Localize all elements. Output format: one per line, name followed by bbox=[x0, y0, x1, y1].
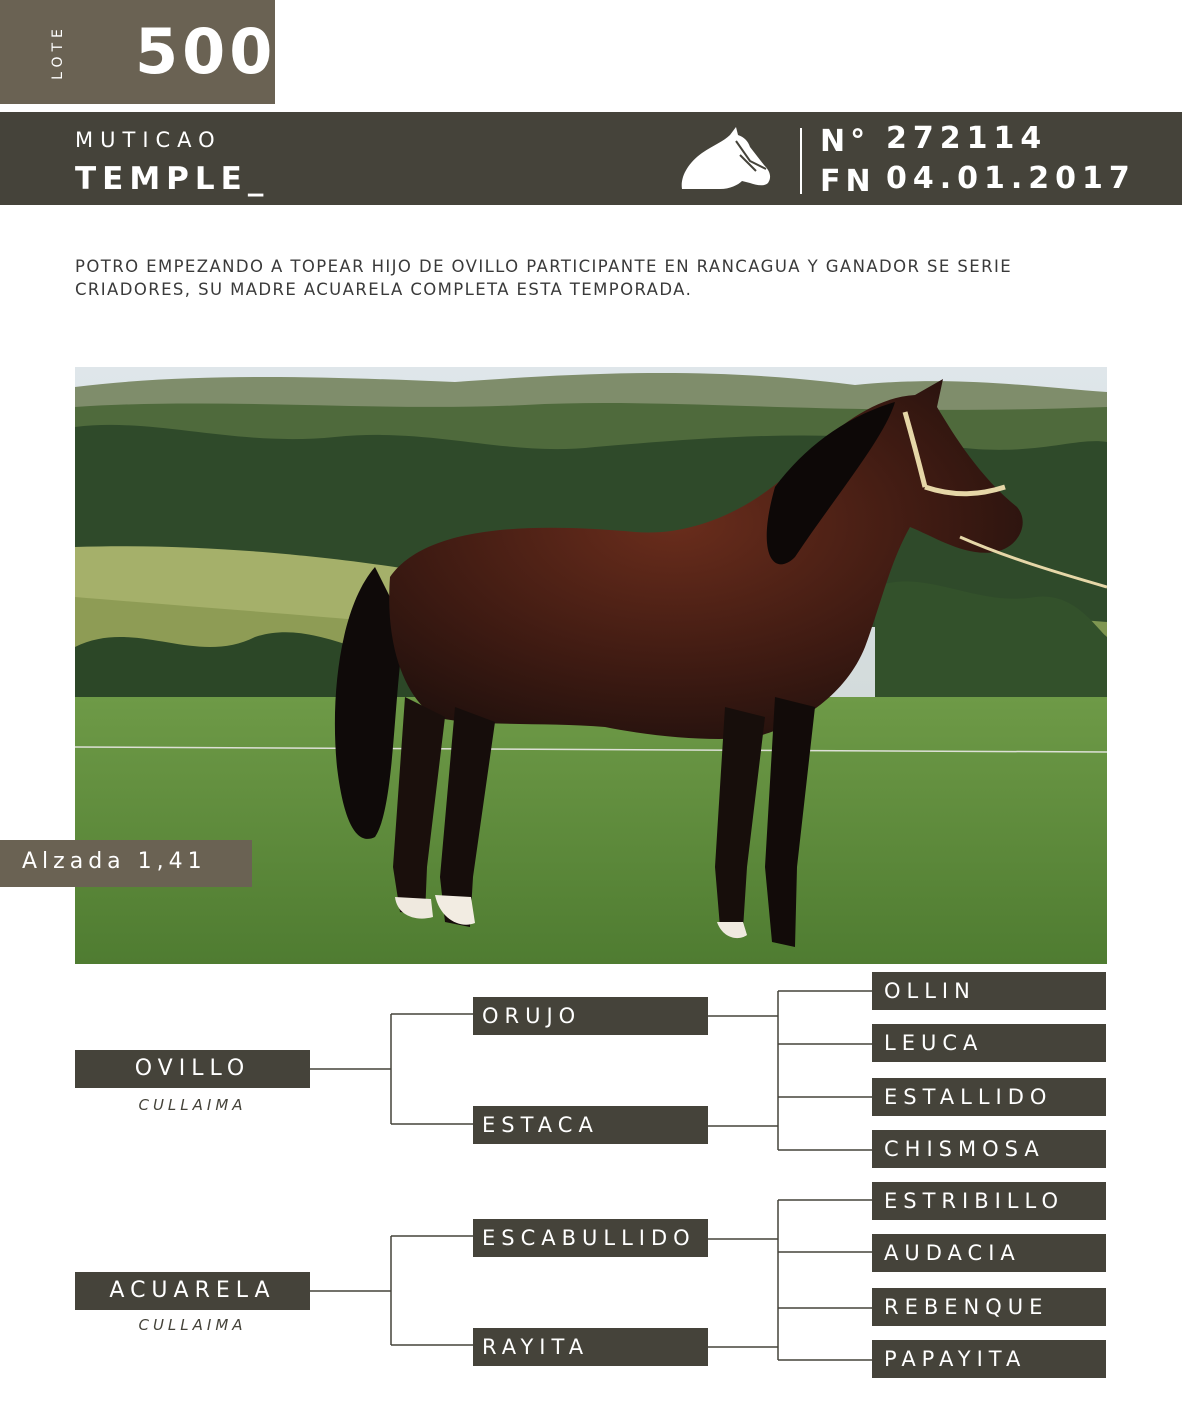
great-grandparent: REBENQUE bbox=[872, 1288, 1106, 1326]
dam-name: ACUARELA bbox=[75, 1272, 310, 1310]
maternal-granddam: RAYITA bbox=[473, 1328, 708, 1366]
dam-origin: CULLAIMA bbox=[138, 1316, 247, 1334]
great-grandparent: PAPAYITA bbox=[872, 1340, 1106, 1378]
horse-head-icon bbox=[680, 125, 772, 193]
description: POTRO EMPEZANDO A TOPEAR HIJO DE OVILLO PARTICIPANTE EN RANCAGUA Y GANADOR SE SERIE CRIADORES, SU MADRE ACUARELA COMPLETA ESTA TEMPORADA. bbox=[75, 257, 1013, 299]
great-grandparent: CHISMOSA bbox=[872, 1130, 1106, 1168]
header-divider bbox=[800, 128, 802, 194]
birth-date-label: FN bbox=[820, 164, 876, 199]
sire-origin: CULLAIMA bbox=[138, 1096, 247, 1114]
birth-date: 04.01.2017 bbox=[886, 161, 1136, 196]
great-grandparent: LEUCA bbox=[872, 1024, 1106, 1062]
height-label: Alzada 1,41 bbox=[22, 849, 207, 874]
paternal-granddam: ESTACA bbox=[473, 1106, 708, 1144]
horse-name: TEMPLE_ bbox=[75, 161, 270, 197]
registration-label: N° bbox=[820, 124, 871, 159]
great-grandparent: ESTRIBILLO bbox=[872, 1182, 1106, 1220]
great-grandparent: ESTALLIDO bbox=[872, 1078, 1106, 1116]
paternal-grandsire: ORUJO bbox=[473, 997, 708, 1035]
maternal-grandsire: ESCABULLIDO bbox=[473, 1219, 708, 1257]
lot-number: 500 bbox=[135, 15, 277, 88]
sire-name: OVILLO bbox=[75, 1050, 310, 1088]
breeder-name: MUTICAO bbox=[75, 128, 222, 152]
lot-label: LOTE bbox=[50, 24, 66, 80]
great-grandparent: OLLIN bbox=[872, 972, 1106, 1010]
great-grandparent: AUDACIA bbox=[872, 1234, 1106, 1272]
registration-number: 272114 bbox=[886, 121, 1048, 156]
